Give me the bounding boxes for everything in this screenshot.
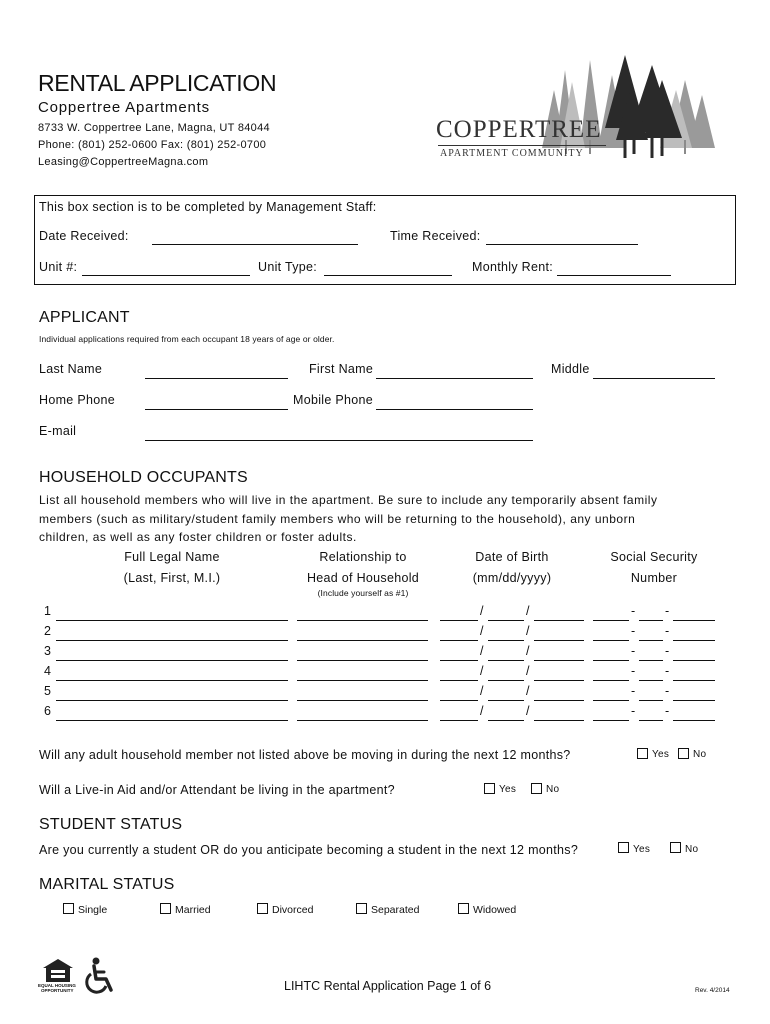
occupant-ssn-serial-field[interactable] (673, 660, 715, 661)
property-phone-fax: Phone: (801) 252-0600 Fax: (801) 252-0700 (38, 139, 267, 151)
occupant-ssn-serial-field[interactable] (673, 720, 715, 721)
monthly-rent-field[interactable] (557, 275, 671, 276)
dob-separator: / (526, 684, 530, 698)
student-status-heading: STUDENT STATUS (39, 816, 183, 833)
marital-divorced-label: Divorced (272, 904, 314, 916)
occupant-row-number: 5 (44, 684, 52, 698)
occupant-dob-year-field[interactable] (534, 700, 584, 701)
occupant-dob-day-field[interactable] (488, 640, 524, 641)
dob-separator: / (480, 664, 484, 678)
live-in-aid-no-checkbox[interactable] (531, 783, 542, 794)
equal-housing-text-1: EQUAL HOUSING (38, 983, 76, 988)
occupant-name-field[interactable] (56, 680, 288, 681)
marital-divorced-checkbox[interactable] (257, 903, 268, 914)
dob-separator: / (526, 664, 530, 678)
logo-wordmark: COPPERTREE (436, 116, 602, 143)
household-instructions-2: members (such as military/student family members who will be returning to the household), any unborn (39, 512, 636, 526)
occupant-relationship-field[interactable] (297, 620, 428, 621)
monthly-rent-label: Monthly Rent: (472, 260, 554, 274)
occupant-relationship-field[interactable] (297, 640, 428, 641)
marital-separated-label: Separated (371, 904, 420, 916)
marital-widowed-label: Widowed (473, 904, 517, 916)
student-question: Are you currently a student OR do you anticipate becoming a student in the next 12 months? (39, 843, 579, 857)
dob-separator: / (526, 704, 530, 718)
household-heading: HOUSEHOLD OCCUPANTS (39, 469, 248, 486)
email-label: E-mail (39, 424, 77, 438)
household-instructions-3: children, as well as any foster children or foster adults. (39, 530, 357, 544)
occupant-dob-year-field[interactable] (534, 680, 584, 681)
occupant-ssn-area-field[interactable] (593, 720, 629, 721)
student-yes-checkbox[interactable] (618, 842, 629, 853)
occupant-relationship-field[interactable] (297, 720, 428, 721)
applicant-heading: APPLICANT (39, 309, 130, 326)
occupant-ssn-area-field[interactable] (593, 680, 629, 681)
mobile-phone-label: Mobile Phone (293, 393, 374, 407)
occupant-dob-day-field[interactable] (488, 720, 524, 721)
dob-separator: / (526, 624, 530, 638)
occupant-name-field[interactable] (56, 640, 288, 641)
dob-separator: / (526, 644, 530, 658)
property-name: Coppertree Apartments (38, 99, 210, 116)
occupant-ssn-group-field[interactable] (639, 620, 663, 621)
live-in-aid-yes-label: Yes (499, 784, 517, 795)
occupant-ssn-group-field[interactable] (639, 640, 663, 641)
home-phone-field[interactable] (145, 409, 288, 410)
coppertree-logo (430, 50, 720, 165)
equal-housing-logo (40, 958, 76, 994)
occupant-ssn-serial-field[interactable] (673, 680, 715, 681)
moving-in-yes-label: Yes (652, 749, 670, 760)
occupant-dob-month-field[interactable] (440, 680, 478, 681)
dob-separator: / (480, 624, 484, 638)
occupant-row-number: 6 (44, 704, 52, 718)
occupant-ssn-serial-field[interactable] (673, 700, 715, 701)
marital-married-label: Married (175, 904, 211, 916)
dob-separator: / (480, 684, 484, 698)
marital-single-label: Single (78, 904, 108, 916)
marital-married-checkbox[interactable] (160, 903, 171, 914)
marital-status-heading: MARITAL STATUS (39, 876, 175, 893)
occupant-ssn-area-field[interactable] (593, 660, 629, 661)
mobile-phone-field[interactable] (376, 409, 533, 410)
wheelchair-accessibility-icon (84, 957, 120, 995)
ssn-separator: - (665, 644, 670, 658)
marital-single-checkbox[interactable] (63, 903, 74, 914)
unit-number-field[interactable] (82, 275, 250, 276)
col-relationship-header-2: Head of Household (306, 571, 420, 585)
occupant-dob-month-field[interactable] (440, 620, 478, 621)
revision-label: Rev. 4/2014 (695, 987, 730, 994)
occupant-dob-day-field[interactable] (488, 620, 524, 621)
student-no-label: No (685, 844, 699, 855)
live-in-aid-no-label: No (546, 784, 560, 795)
occupant-ssn-group-field[interactable] (639, 720, 663, 721)
property-email: Leasing@CoppertreeMagna.com (38, 156, 209, 168)
time-received-field[interactable] (486, 244, 638, 245)
applicant-note: Individual applications required from each occupant 18 years of age or older. (39, 334, 335, 344)
col-name-header-2: (Last, First, M.I.) (123, 571, 221, 585)
marital-widowed-checkbox[interactable] (458, 903, 469, 914)
ssn-separator: - (631, 684, 636, 698)
occupant-name-field[interactable] (56, 660, 288, 661)
ssn-separator: - (631, 604, 636, 618)
occupant-dob-day-field[interactable] (488, 680, 524, 681)
occupant-name-field[interactable] (56, 720, 288, 721)
occupant-relationship-field[interactable] (297, 680, 428, 681)
occupant-dob-day-field[interactable] (488, 660, 524, 661)
equal-housing-text-2: OPPORTUNITY (41, 988, 74, 993)
moving-in-yes-checkbox[interactable] (637, 748, 648, 759)
occupant-ssn-group-field[interactable] (639, 660, 663, 661)
last-name-field[interactable] (145, 378, 288, 379)
occupant-dob-year-field[interactable] (534, 640, 584, 641)
first-name-field[interactable] (376, 378, 533, 379)
time-received-label: Time Received: (390, 229, 481, 243)
student-yes-label: Yes (633, 844, 651, 855)
ssn-separator: - (665, 704, 670, 718)
occupant-ssn-group-field[interactable] (639, 680, 663, 681)
staff-box-heading: This box section is to be completed by Management Staff: (39, 200, 377, 214)
occupant-dob-day-field[interactable] (488, 700, 524, 701)
occupant-ssn-serial-field[interactable] (673, 620, 715, 621)
occupant-name-field[interactable] (56, 620, 288, 621)
unit-number-label: Unit #: (39, 260, 78, 274)
home-phone-label: Home Phone (39, 393, 115, 407)
occupant-row-number: 3 (44, 644, 52, 658)
occupant-dob-year-field[interactable] (534, 620, 584, 621)
ssn-separator: - (631, 704, 636, 718)
middle-name-label: Middle (551, 362, 590, 376)
occupant-dob-year-field[interactable] (534, 720, 584, 721)
occupant-ssn-serial-field[interactable] (673, 640, 715, 641)
dob-separator: / (480, 704, 484, 718)
moving-in-no-checkbox[interactable] (678, 748, 689, 759)
col-dob-header-1: Date of Birth (475, 550, 549, 564)
occupant-dob-month-field[interactable] (440, 640, 478, 641)
email-field[interactable] (145, 440, 533, 441)
occupant-relationship-field[interactable] (297, 660, 428, 661)
col-name-header-1: Full Legal Name (124, 550, 220, 564)
last-name-label: Last Name (39, 362, 103, 376)
live-in-aid-yes-checkbox[interactable] (484, 783, 495, 794)
col-relationship-header-1: Relationship to (319, 550, 407, 564)
marital-separated-checkbox[interactable] (356, 903, 367, 914)
ssn-separator: - (665, 604, 670, 618)
live-in-aid-question: Will a Live-in Aid and/or Attendant be living in the apartment? (39, 783, 395, 797)
student-no-checkbox[interactable] (670, 842, 681, 853)
unit-type-label: Unit Type: (258, 260, 318, 274)
unit-type-field[interactable] (324, 275, 452, 276)
occupant-dob-month-field[interactable] (440, 720, 478, 721)
page-title: RENTAL APPLICATION (38, 70, 277, 96)
dob-separator: / (480, 644, 484, 658)
first-name-label: First Name (309, 362, 374, 376)
ssn-separator: - (631, 644, 636, 658)
equal-housing-icon (40, 958, 76, 984)
dob-separator: / (480, 604, 484, 618)
occupant-row-number: 1 (44, 604, 52, 618)
occupant-row-number: 4 (44, 664, 52, 678)
occupant-ssn-area-field[interactable] (593, 700, 629, 701)
ssn-separator: - (631, 624, 636, 638)
page-label: LIHTC Rental Application Page 1 of 6 (284, 979, 492, 993)
occupant-row-number: 2 (44, 624, 52, 638)
date-received-field[interactable] (152, 244, 358, 245)
occupant-relationship-field[interactable] (297, 700, 428, 701)
logo-tagline: APARTMENT COMMUNITY (440, 148, 584, 159)
ssn-separator: - (665, 684, 670, 698)
col-ssn-header-2: Number (630, 571, 678, 585)
ssn-separator: - (665, 664, 670, 678)
occupant-ssn-area-field[interactable] (593, 640, 629, 641)
col-relationship-note: (Include yourself as #1) (317, 588, 409, 598)
moving-in-no-label: No (693, 749, 707, 760)
dob-separator: / (526, 604, 530, 618)
occupant-ssn-group-field[interactable] (639, 700, 663, 701)
date-received-label: Date Received: (39, 229, 129, 243)
moving-in-question: Will any adult household member not listed above be moving in during the next 12 months? (39, 748, 571, 762)
property-address: 8733 W. Coppertree Lane, Magna, UT 84044 (38, 122, 270, 134)
household-instructions-1: List all household members who will live in the apartment. Be sure to include any temporarily absent family (39, 493, 658, 507)
occupant-name-field[interactable] (56, 700, 288, 701)
col-dob-header-2: (mm/dd/yyyy) (472, 571, 552, 585)
occupant-dob-month-field[interactable] (440, 660, 478, 661)
middle-name-field[interactable] (593, 378, 715, 379)
occupant-ssn-area-field[interactable] (593, 620, 629, 621)
col-ssn-header-1: Social Security (610, 550, 698, 564)
ssn-separator: - (631, 664, 636, 678)
occupant-dob-year-field[interactable] (534, 660, 584, 661)
occupant-dob-month-field[interactable] (440, 700, 478, 701)
ssn-separator: - (665, 624, 670, 638)
